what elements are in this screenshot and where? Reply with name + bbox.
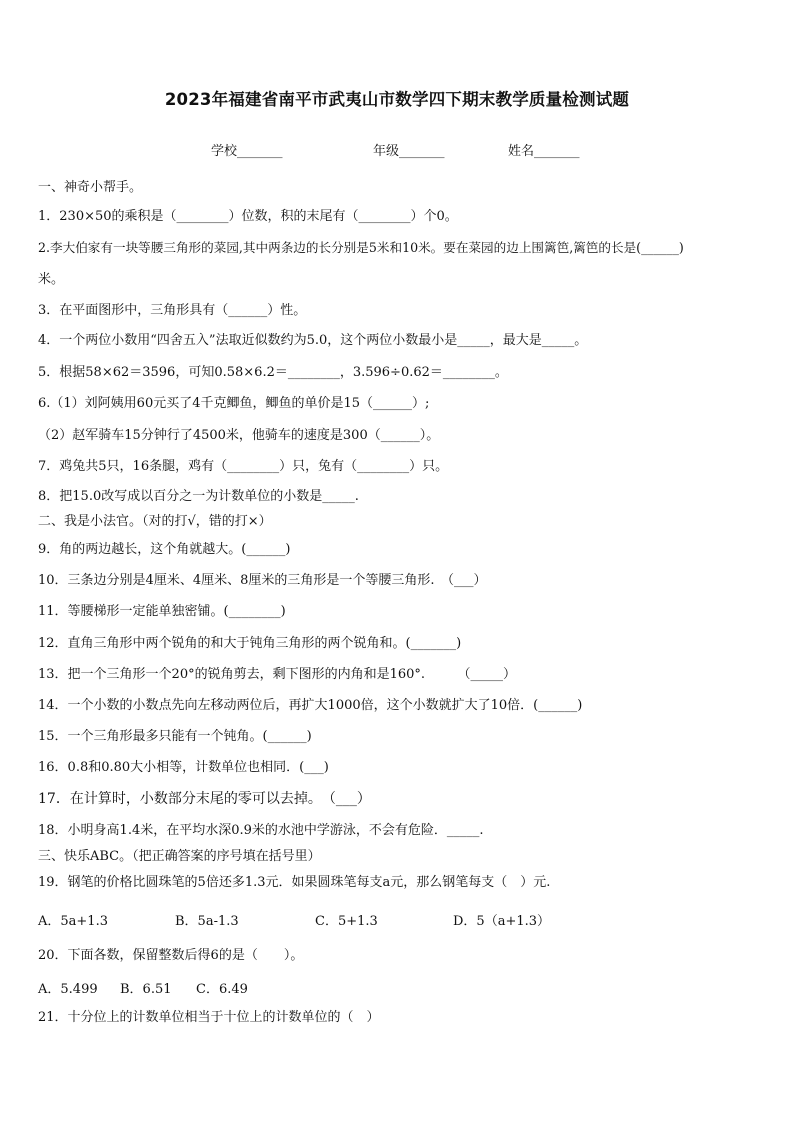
question-9: 9．角的两边越长，这个角就越大。(______)	[38, 542, 291, 557]
name-field[interactable]: 姓名_______	[508, 144, 580, 159]
section-heading-3: 三、快乐ABC。（把正确答案的序号填在括号里）	[38, 849, 321, 864]
question-7: 7．鸡兔共5只，16条腿，鸡有（________）只，兔有（________）只。	[38, 459, 449, 474]
question-2: 2.李大伯家有一块等腰三角形的菜园,其中两条边的长分别是5米和10米。要在菜园的边上围篱笆,篱笆的长是(______)	[38, 240, 684, 255]
question-14: 14．一个小数的小数点先向左移动两位后，再扩大1000倍，这个小数就扩大了10倍．(______)	[38, 698, 583, 713]
section-heading-2: 二、我是小法官。（对的打√，错的打×）	[38, 514, 272, 529]
question-18: 18．小明身高1.4米，在平均水深0.9米的水池中学游泳，不会有危险．_____.	[38, 823, 484, 838]
question-15: 15．一个三角形最多只能有一个钝角。(______)	[38, 729, 312, 744]
question-20: 20．下面各数，保留整数后得6的是（ ）。	[38, 948, 304, 963]
question-12: 12．直角三角形中两个锐角的和大于钝角三角形的两个锐角和。(_______)	[38, 636, 462, 651]
question-4: 4．一个两位小数用“四舍五入”法取近似数约为5.0，这个两位小数最小是_____，最大是_____。	[38, 333, 588, 348]
question-2-continued: 米。	[38, 272, 65, 287]
option-a: A．5.499	[38, 982, 98, 997]
question-16: 16．0.8和0.80大小相等，计数单位也相同．(___)	[38, 760, 329, 775]
section-heading-1: 一、神奇小帮手。	[38, 180, 143, 195]
school-field[interactable]: 学校_______	[211, 144, 283, 159]
page-title: 2023年福建省南平市武夷山市数学四下期末教学质量检测试题	[164, 90, 630, 109]
option-c: C．6.49	[196, 982, 248, 997]
question-21: 21．十分位上的计数单位相当于十位上的计数单位的（ ）	[38, 1010, 380, 1025]
question-17: 17．在计算时，小数部分末尾的零可以去掉。 （___）	[38, 791, 371, 807]
question-1: 1．230×50的乘积是（________）位数，积的末尾有（________）个0。	[38, 209, 458, 224]
option-d: D．5（a+1.3）	[453, 914, 551, 929]
question-10: 10．三条边分别是4厘米、4厘米、8厘米的三角形是一个等腰三角形. （___）	[38, 573, 487, 588]
question-13: 13．把一个三角形一个20°的锐角剪去，剩下图形的内角和是160°. （_____）	[38, 667, 517, 682]
option-b: B．5a-1.3	[175, 914, 239, 929]
question-6-part-2: （2）赵军骑车15分钟行了4500米，他骑车的速度是300（______）。	[38, 428, 440, 443]
question-6-part-1: 6.（1）刘阿姨用60元买了4千克鲫鱼，鲫鱼的单价是15（______）;	[38, 396, 430, 411]
grade-field[interactable]: 年级_______	[373, 144, 445, 159]
student-info-fields	[0, 140, 794, 160]
option-a: A．5a+1.3	[38, 914, 108, 929]
option-c: C．5+1.3	[315, 914, 378, 929]
question-19: 19．钢笔的价格比圆珠笔的5倍还多1.3元．如果圆珠笔每支a元，那么钢笔每支（ ）元.	[38, 875, 551, 890]
question-5: 5．根据58×62＝3596，可知0.58×6.2＝________，3.596÷0.62＝________。	[38, 365, 508, 380]
question-8: 8．把15.0改写成以百分之一为计数单位的小数是_____.	[38, 489, 359, 504]
question-11: 11．等腰梯形一定能单独密铺。(________)	[38, 604, 286, 619]
question-3: 3．在平面图形中，三角形具有（______）性。	[38, 303, 307, 318]
option-b: B．6.51	[120, 982, 172, 997]
